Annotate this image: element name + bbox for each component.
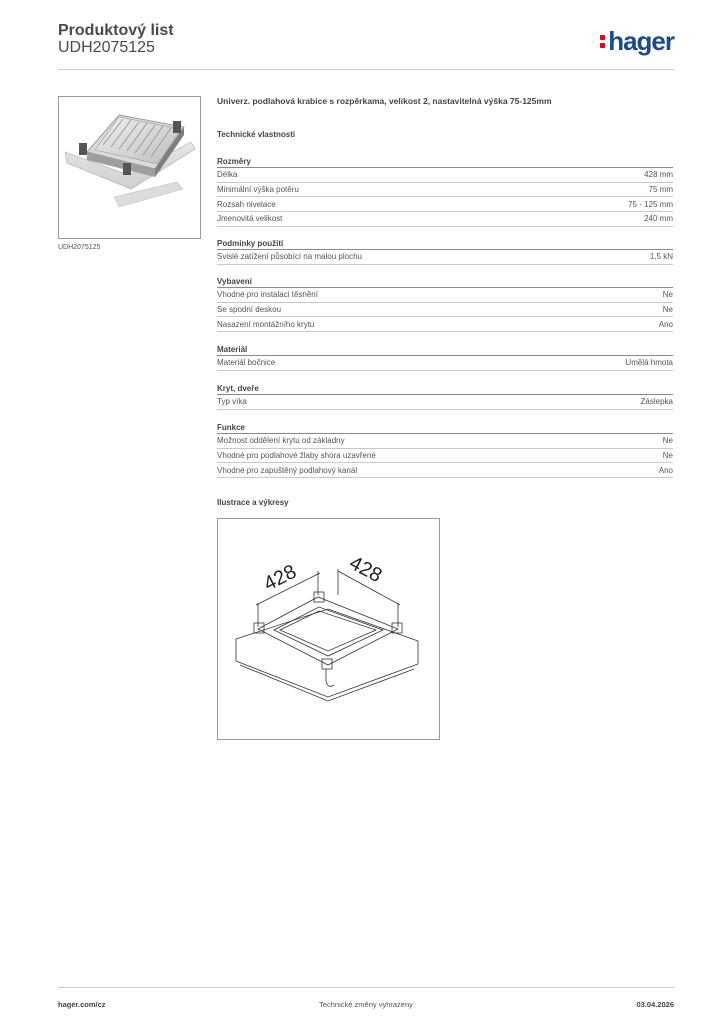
- group-cover: [217, 383, 673, 410]
- prop-label: Možnost oddělení krytu od základny: [217, 436, 345, 446]
- table-row: [217, 197, 673, 212]
- prop-value: Ano: [658, 319, 673, 329]
- prop-label: Svislé zatížení působící na malou plochu: [217, 252, 362, 262]
- prop-value: 1,5 kN: [649, 252, 673, 262]
- table-row: [217, 250, 673, 265]
- table-row: [217, 395, 673, 410]
- prop-value: Ne: [662, 436, 673, 446]
- prop-label: Nasazení montážního krytu: [217, 319, 315, 329]
- dimension-label-right: 428: [345, 551, 386, 588]
- illustrations-heading: Ilustrace a výkresy: [217, 498, 289, 507]
- logo-dots-icon: [600, 30, 607, 50]
- table-row: [217, 449, 673, 464]
- prop-value: Ne: [662, 290, 673, 300]
- dimension-label-left: 428: [260, 560, 301, 596]
- footer-website-link[interactable]: hager.com/cz: [58, 1000, 106, 1009]
- dimension-drawing-icon: [218, 519, 439, 739]
- prop-value: Záslepka: [640, 397, 673, 407]
- prop-label: Vhodné pro podlahové žlaby shora uzavřené: [217, 451, 376, 461]
- prop-value: 75 mm: [648, 185, 673, 195]
- footer-notice: Technické změny vyhrazeny: [319, 1000, 413, 1009]
- footer-date: 03.04.2026: [636, 1000, 674, 1009]
- group-equipment: [217, 276, 673, 332]
- group-dimensions: [217, 156, 673, 227]
- group-usage-conditions: [217, 238, 673, 265]
- floor-box-photo-icon: [59, 97, 200, 238]
- prop-value: Umělá hmota: [625, 358, 673, 368]
- prop-label: Materiál bočnice: [217, 358, 276, 368]
- table-row: [217, 463, 673, 478]
- photo-caption: UDH2075125: [58, 244, 101, 251]
- group-functions: [217, 422, 673, 478]
- tech-properties-heading: Technické vlastnosti: [217, 130, 296, 139]
- group-title: Materiál: [217, 344, 673, 356]
- prop-value: 428 mm: [644, 170, 673, 180]
- prop-label: Rozsah nivelace: [217, 199, 276, 209]
- product-description: Univerz. podlahová krabice s rozpěrkama, velikost 2, nastavitelná výška 75-125mm: [217, 96, 552, 106]
- logo-text: hager: [608, 26, 674, 56]
- prop-value: Ne: [662, 305, 673, 315]
- page-header: [58, 20, 674, 70]
- table-row: [217, 168, 673, 183]
- product-code: UDH2075125: [58, 39, 155, 56]
- group-material: [217, 344, 673, 371]
- group-title: Kryt, dveře: [217, 383, 673, 395]
- prop-label: Délka: [217, 170, 238, 180]
- group-title: Vybavení: [217, 276, 673, 288]
- prop-value: 75 - 125 mm: [628, 199, 673, 209]
- prop-value: 240 mm: [644, 214, 673, 224]
- table-row: [217, 288, 673, 303]
- table-row: [217, 183, 673, 198]
- prop-label: Vhodné pro zapuštěný podlahový kanál: [217, 465, 358, 475]
- document-title: Produktový list: [58, 22, 174, 39]
- table-row: [217, 317, 673, 332]
- page-footer: [58, 987, 674, 1013]
- prop-label: Typ víka: [217, 397, 247, 407]
- prop-label: Vhodné pro instalaci těsnění: [217, 290, 318, 300]
- technical-drawing: [217, 518, 440, 740]
- group-title: Podmínky použití: [217, 238, 673, 250]
- product-photo: [58, 96, 201, 239]
- prop-label: Minimální výška potěru: [217, 185, 299, 195]
- hager-logo: [600, 28, 674, 54]
- table-row: [217, 356, 673, 371]
- group-title: Funkce: [217, 422, 673, 434]
- table-row: [217, 212, 673, 227]
- prop-label: Jmenovitá velikost: [217, 214, 283, 224]
- table-row: [217, 434, 673, 449]
- group-title: Rozměry: [217, 156, 673, 168]
- prop-label: Se spodní deskou: [217, 305, 282, 315]
- prop-value: Ne: [662, 451, 673, 461]
- table-row: [217, 303, 673, 318]
- prop-value: Ano: [658, 465, 673, 475]
